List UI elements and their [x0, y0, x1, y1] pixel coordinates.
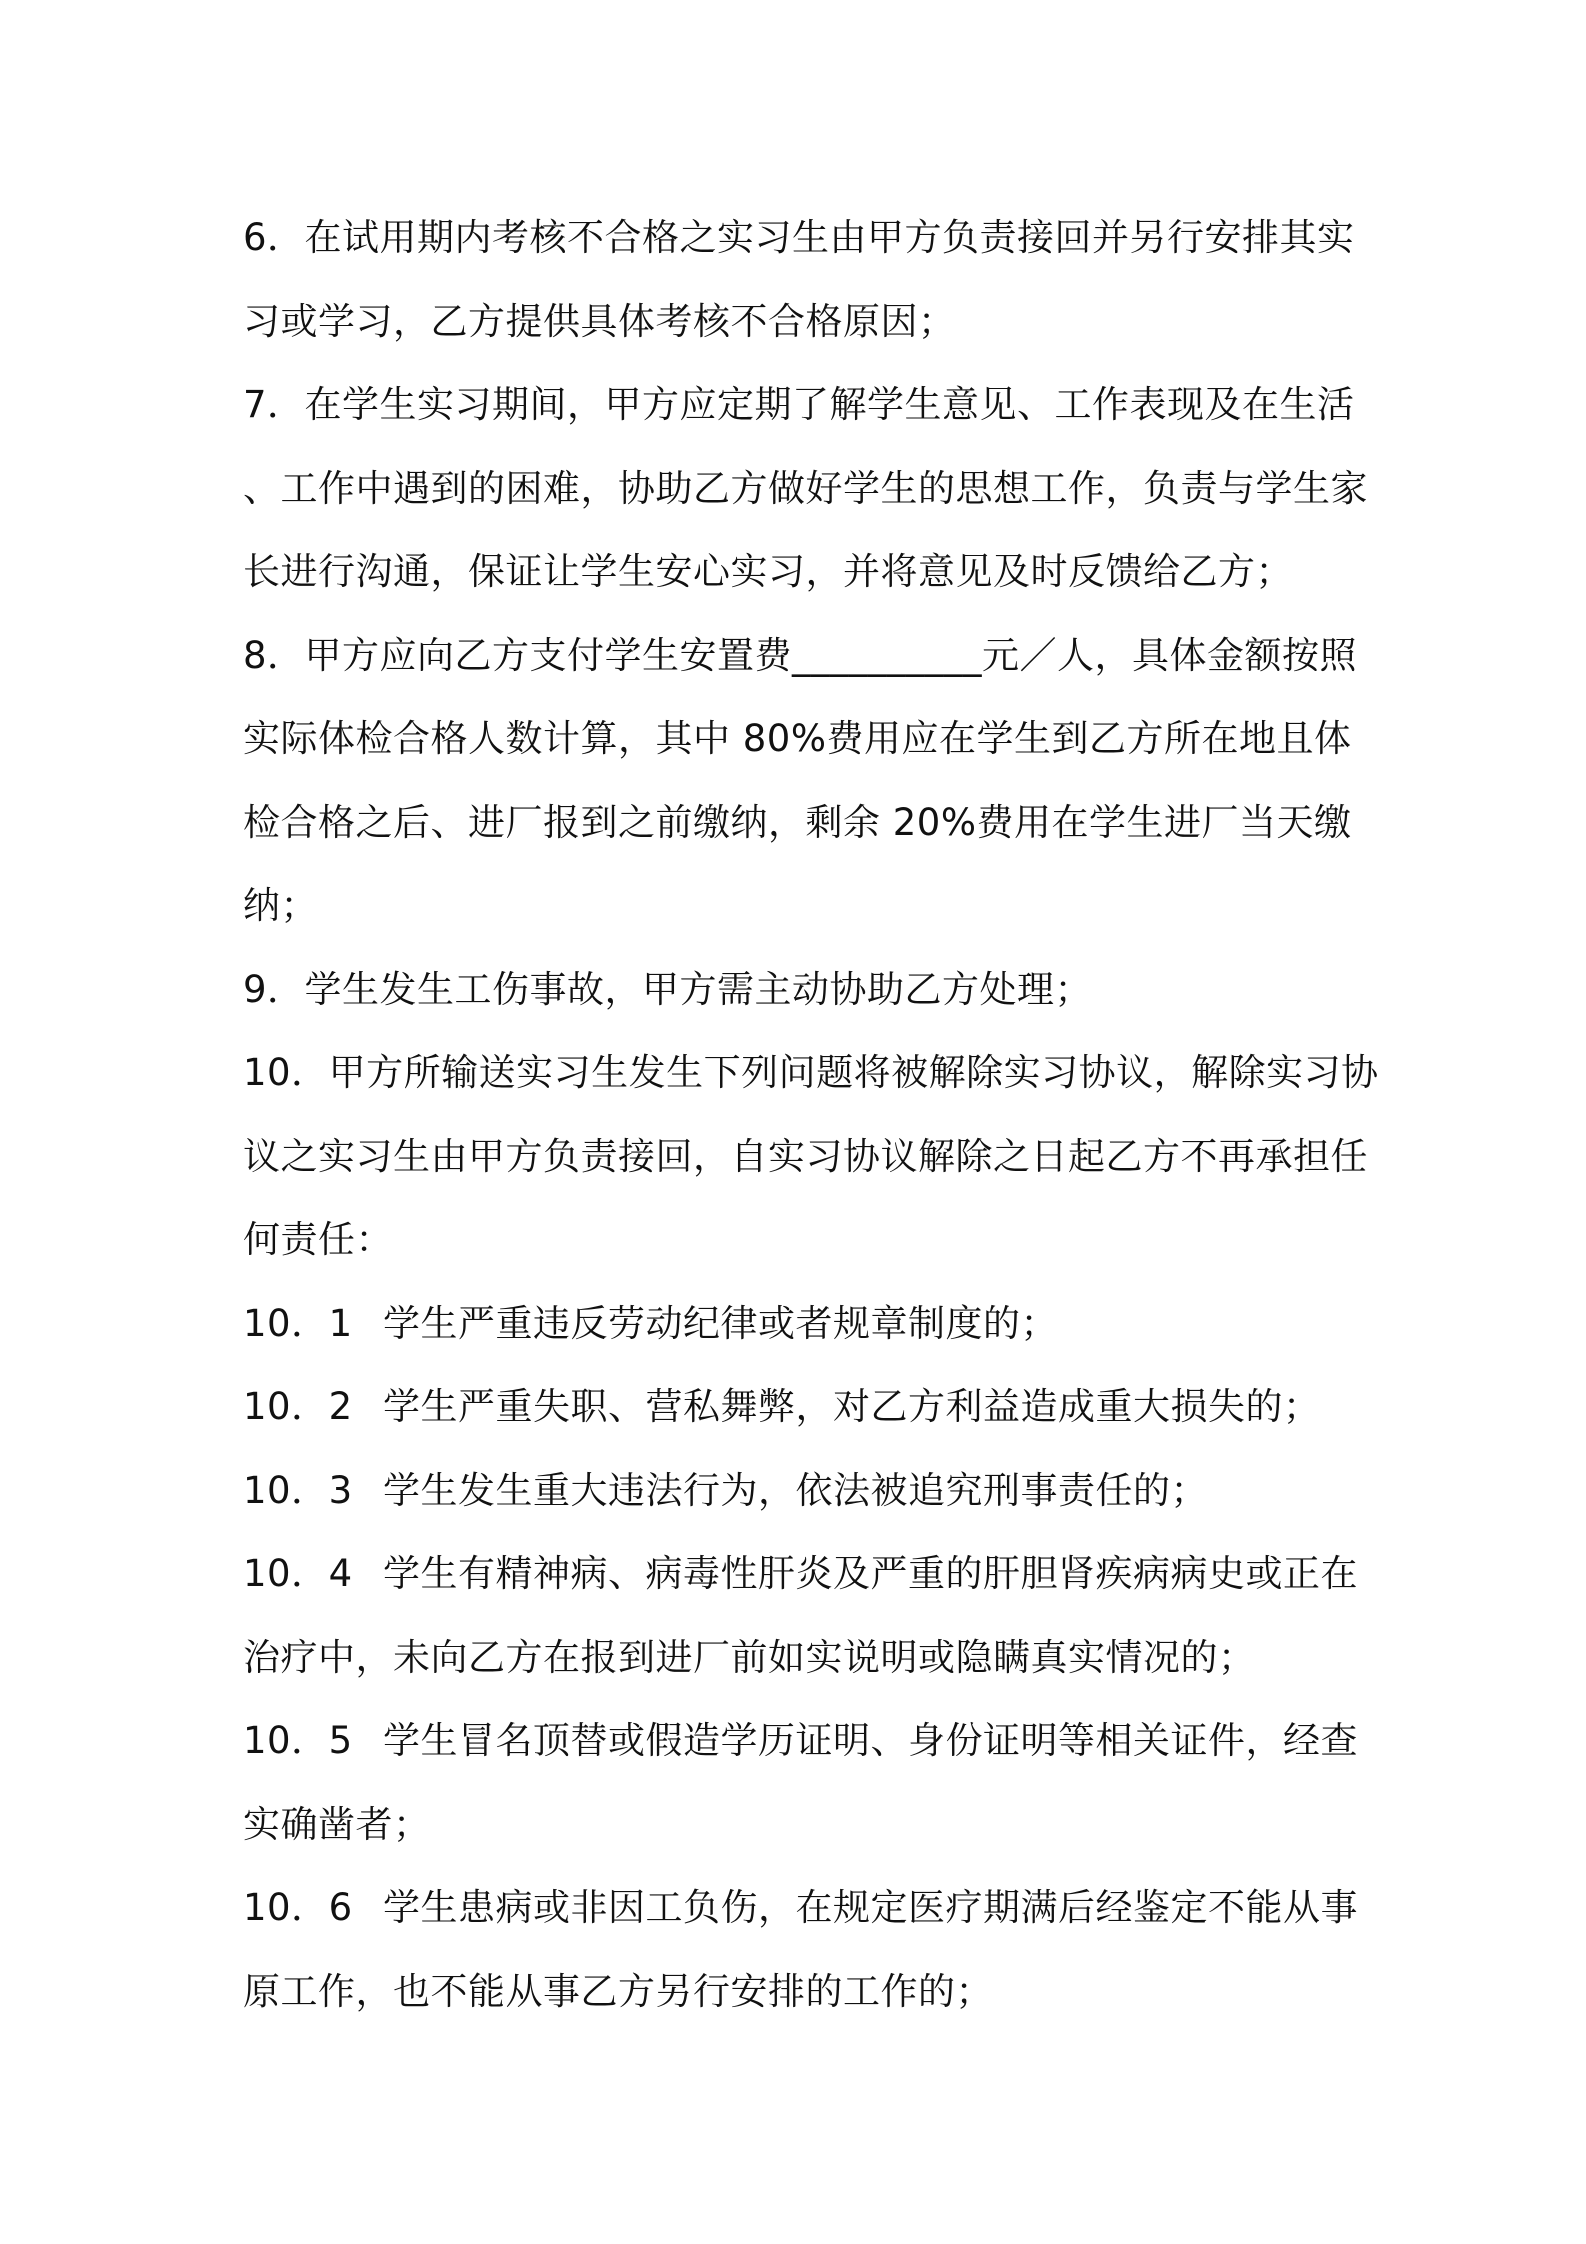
sub-clause-text: 学生患病或非因工负伤，在规定医疗期满后经鉴定不能从事	[383, 1886, 1358, 1929]
sub-clause-10-4	[243, 1532, 1363, 1616]
clause-8-line-1: 8．甲方应向乙方支付学生安置费__________元／人，具体金额按照	[243, 633, 1358, 677]
sub-clause-10-5-continued: 实确凿者；	[243, 1802, 431, 1846]
sub-clause-10-2	[243, 1365, 1363, 1449]
sub-clause-text: 学生严重违反劳动纪律或者规章制度的；	[383, 1301, 1058, 1345]
sub-clause-10-3	[243, 1449, 1363, 1533]
sub-clause-number: 10．3	[243, 1468, 353, 1512]
sub-clause-10-5	[243, 1699, 1363, 1783]
sub-clause-text: 学生冒名顶替或假造学历证明、身份证明等相关证件，经查	[383, 1719, 1358, 1762]
clause-9-line-1: 9．学生发生工伤事故，甲方需主动协助乙方处理；	[243, 967, 1093, 1011]
clause-8-line-2: 实际体检合格人数计算，其中 80%费用应在学生到乙方所在地且体	[243, 717, 1352, 760]
clause-7-line-2: 、工作中遇到的困难，协助乙方做好学生的思想工作，负责与学生家	[243, 466, 1368, 510]
sub-clause-number: 10．1	[243, 1301, 353, 1345]
sub-clause-number: 10．2	[243, 1385, 353, 1428]
sub-clause-10-6-continued: 原工作，也不能从事乙方另行安排的工作的；	[243, 1969, 993, 2013]
sub-clause-text: 学生有精神病、病毒性肝炎及严重的肝胆肾疾病病史或正在	[383, 1552, 1358, 1595]
sub-clause-number: 10．6	[243, 1886, 353, 1929]
clause-6-line-2: 习或学习，乙方提供具体考核不合格原因；	[243, 299, 956, 343]
clause-8-line-4: 纳；	[243, 884, 318, 927]
clause-10-line-2: 议之实习生由甲方负责接回，自实习协议解除之日起乙方不再承担任	[243, 1134, 1368, 1178]
clause-8-line-3: 检合格之后、进厂报到之前缴纳，剩余 20%费用在学生进厂当天缴	[243, 800, 1352, 844]
sub-clause-10-1	[243, 1282, 1363, 1366]
clause-7-line-1: 7．在学生实习期间，甲方应定期了解学生意见、工作表现及在生活	[243, 383, 1355, 426]
sub-clause-number: 10．5	[243, 1719, 353, 1762]
clause-10-line-3: 何责任：	[243, 1218, 393, 1261]
clause-7-line-3: 长进行沟通，保证让学生安心实习，并将意见及时反馈给乙方；	[243, 550, 1293, 593]
clause-6-line-1: 6．在试用期内考核不合格之实习生由甲方负责接回并另行安排其实	[243, 216, 1355, 259]
sub-clause-10-4-continued: 治疗中，未向乙方在报到进厂前如实说明或隐瞒真实情况的；	[243, 1635, 1256, 1679]
sub-clause-number: 10．4	[243, 1552, 353, 1595]
sub-clause-text: 学生严重失职、营私舞弊，对乙方利益造成重大损失的；	[383, 1385, 1321, 1428]
sub-clause-text: 学生发生重大违法行为，依法被追究刑事责任的；	[383, 1468, 1208, 1512]
sub-clause-10-6	[243, 1866, 1363, 1950]
clause-10-line-1: 10．甲方所输送实习生发生下列问题将被解除实习协议，解除实习协	[243, 1051, 1379, 1094]
document-body	[243, 196, 1379, 2033]
